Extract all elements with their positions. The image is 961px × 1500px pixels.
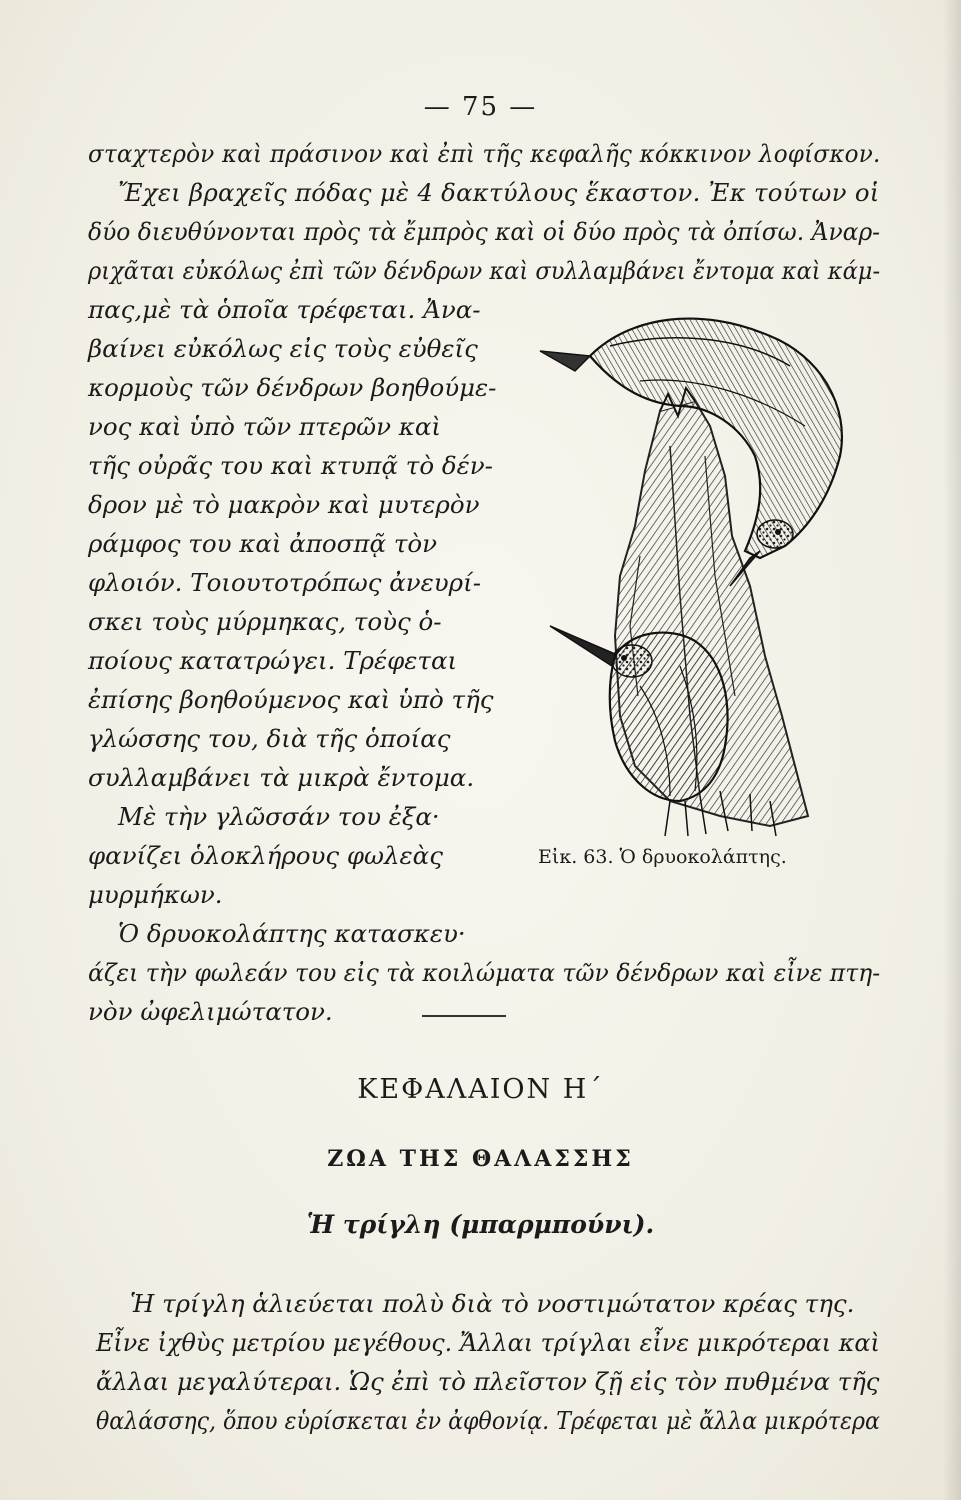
text-line: θαλάσσης, ὅπου εὑρίσκεται ἐν ἀφθονίᾳ. Τρέφεται μὲ ἄλλα μικρότερα [96, 1406, 880, 1435]
text-line: τῆς οὐρᾶς του καὶ κτυπᾷ τὸ δέν- [88, 451, 493, 480]
text-line: ράμφος του καὶ ἀποσπᾷ τὸν [88, 529, 438, 558]
woodpecker-illustration [520, 296, 865, 841]
text-line: Ὁ δρυοκολάπτης κατασκευ· [118, 919, 466, 948]
text-line: σκει τοὺς μύρμηκας, τοὺς ὁ- [88, 607, 442, 636]
text-line: δρον μὲ τὸ μακρὸν καὶ μυτερὸν [88, 490, 480, 519]
text-line: συλλαμβάνει τὰ μικρὰ ἔντομα. [88, 763, 475, 792]
text-line: φλοιόν. Τοιουτοτρόπως ἀνευρί- [88, 568, 481, 597]
text-line: νὸν ὠφελιμώτατον. [88, 997, 333, 1026]
chapter-title: ΚΕΦΑΛΑΙΟΝ Η΄ [357, 1074, 604, 1105]
text-line: φανίζει ὁλοκλήρους φωλεὰς [88, 841, 443, 870]
text-line: μυρμήκων. [88, 880, 223, 909]
text-line: Εἶνε ἰχθὺς μετρίου μεγέθους. Ἄλλαι τρίγλαι εἶνε μικρότεραι καὶ [96, 1328, 880, 1357]
text-line: ριχᾶται εὐκόλως ἐπὶ τῶν δένδρων καὶ συλλαμβάνει ἔντομα καὶ κάμ- [88, 256, 881, 285]
lower-beak [550, 626, 615, 666]
text-line: ποίους κατατρώγει. Τρέφεται [88, 646, 458, 675]
section-divider [422, 1015, 506, 1017]
text-line: πας,μὲ τὰ ὁποῖα τρέφεται. Ἀνα- [88, 295, 481, 324]
text-line: κορμοὺς τῶν δένδρων βοηθούμε- [88, 373, 497, 402]
figure-caption: Εἰκ. 63. Ὁ δρυοκολάπτης. [538, 846, 787, 868]
text-line: γλώσσης του, διὰ τῆς ὁποίας [88, 724, 451, 753]
text-line: ἄλλαι μεγαλύτεραι. Ὡς ἐπὶ τὸ πλεῖστον ζῇ εἰς τὸν πυθμένα τῆς [96, 1367, 880, 1396]
page-binding-shadow [943, 0, 961, 1500]
text-line: Μὲ τὴν γλῶσσάν του ἐξα· [118, 802, 440, 831]
text-line: ἐπίσης βοηθούμενος καὶ ὑπὸ τῆς [88, 685, 494, 714]
subsection-title: Ἡ τρίγλη (μπαρμπούνι). [306, 1210, 655, 1239]
text-line: δύο διευθύνονται πρὸς τὰ ἔμπρὸς καὶ οἱ δύο πρὸς τὰ ὀπίσω. Ἀναρ- [88, 217, 881, 246]
text-line: Ἔχει βραχεῖς πόδας μὲ 4 δακτύλους ἕκαστον. Ἐκ τούτων οἱ [118, 178, 880, 207]
text-line: άζει τὴν φωλεάν του εἰς τὰ κοιλώματα τῶν δένδρων καὶ εἶνε πτη- [88, 958, 881, 987]
text-line: νος καὶ ὑπὸ τῶν πτερῶν καὶ [88, 412, 441, 441]
text-line: βαίνει εὐκόλως εἰς τοὺς εὐθεῖς [88, 334, 478, 363]
text-line: σταχτερὸν καὶ πράσινον καὶ ἐπὶ τῆς κεφαλῆς κόκκινον λοφίσκον. [88, 139, 881, 168]
page-number: — 75 — [423, 92, 538, 122]
text-line: Ἡ τρίγλη ἁλιεύεται πολὺ διὰ τὸ νοστιμώτατον κρέας της. [130, 1289, 855, 1318]
section-title: ΖΩΑ ΤΗΣ ΘΑΛΑΣΣΗΣ [327, 1146, 634, 1172]
